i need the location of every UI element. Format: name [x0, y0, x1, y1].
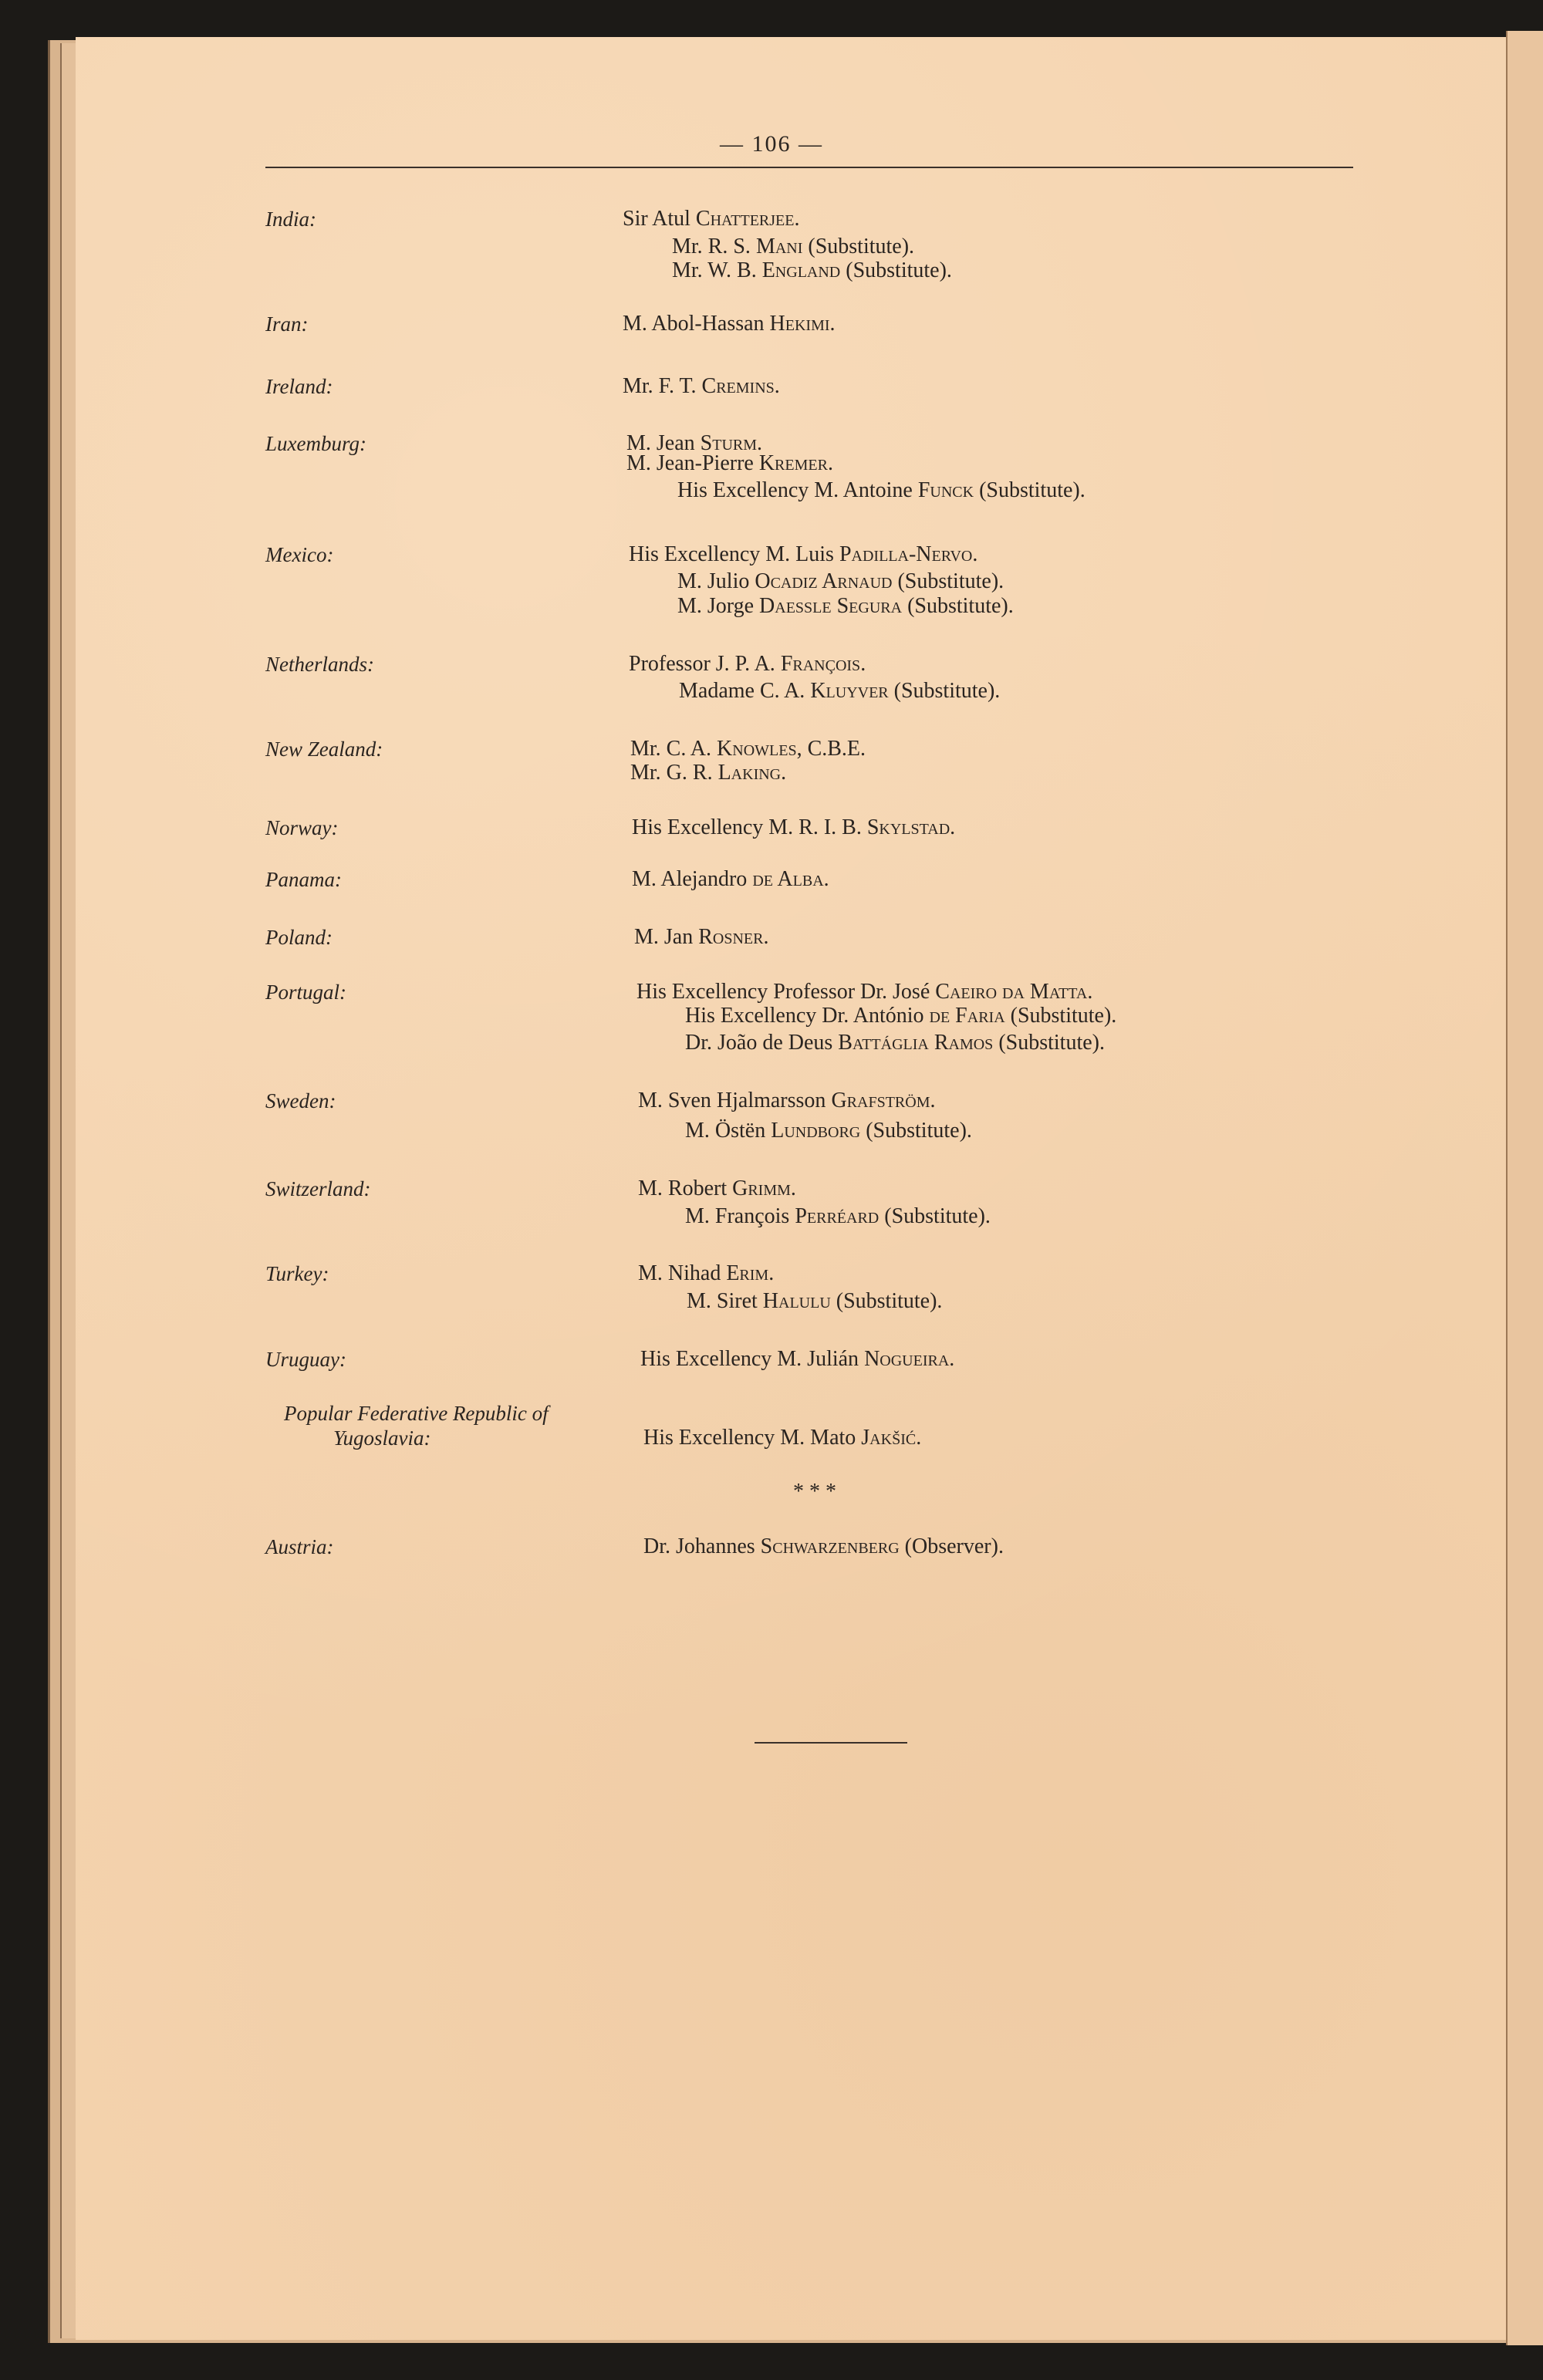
delegate-suffix: (Substitute).: [892, 569, 1004, 593]
delegate-title-given: Mr. F. T.: [623, 374, 702, 398]
delegate-suffix: (Substitute).: [1004, 1004, 1117, 1028]
delegate-surname: Hekimi: [769, 312, 830, 336]
country-label: Luxemburg:: [265, 432, 366, 455]
country-label: Turkey:: [265, 1262, 329, 1285]
delegate-suffix: .: [774, 374, 780, 398]
delegate-suffix: (Substitute).: [993, 1031, 1105, 1055]
country-label-continued: Yugoslavia:: [333, 1426, 431, 1450]
delegate-title-given: His Excellency M. Luis: [629, 542, 839, 566]
delegate-name: [629, 652, 866, 677]
delegate-title-given: Dr. João de Deus: [685, 1031, 839, 1055]
delegate-suffix: .: [1087, 980, 1093, 1004]
delegate-surname: Sturm: [700, 431, 758, 455]
delegate-title-given: M. Julio: [677, 569, 755, 593]
delegate-surname: Rosner: [698, 925, 764, 949]
delegate-suffix: (Substitute).: [974, 478, 1086, 502]
delegate-suffix: (Observer).: [899, 1534, 1004, 1558]
delegate-surname: Lundborg: [771, 1119, 861, 1143]
country-label: Iran:: [265, 312, 309, 336]
delegate-surname: Daessle Segura: [759, 594, 903, 618]
delegate-suffix: (Substitute).: [888, 679, 1001, 703]
delegate-surname: Cremins: [701, 374, 775, 398]
delegate-title-given: M. Abol-Hassan: [623, 312, 770, 336]
country-label: India:: [265, 208, 316, 231]
delegate-title-given: Mr. G. R.: [630, 761, 718, 785]
delegate-substitute: [685, 1004, 1116, 1028]
delegate-name: [643, 1426, 921, 1450]
delegate-substitute: [679, 679, 1000, 704]
country-label: Austria:: [265, 1535, 334, 1558]
delegate-suffix: .: [768, 1261, 775, 1285]
delegate-suffix: .: [827, 451, 833, 475]
delegate-surname: Grimm: [732, 1176, 791, 1200]
delegate-name: [638, 1176, 796, 1201]
country-label: Poland:: [265, 926, 333, 949]
country-label: Norway:: [265, 816, 339, 839]
delegate-suffix: .: [829, 312, 836, 336]
delegate-surname: Battáglia Ramos: [838, 1031, 994, 1055]
delegate-substitute: [677, 569, 1004, 594]
delegate-suffix: (Substitute).: [902, 594, 1014, 618]
delegate-suffix: .: [794, 207, 800, 231]
delegate-surname: de Faria: [929, 1004, 1005, 1028]
delegate-substitute: [677, 594, 1014, 619]
delegate-title-given: His Excellency M. R. I. B.: [632, 815, 867, 839]
delegate-surname: Perréard: [795, 1204, 880, 1228]
delegate-suffix: (Substitute).: [830, 1289, 943, 1313]
delegate-surname: Laking: [717, 761, 782, 785]
delegate-suffix: (Substitute).: [802, 235, 915, 258]
delegate-surname: England: [761, 258, 841, 282]
delegate-substitute: [630, 761, 786, 785]
delegate-title-given: M. Jean-Pierre: [626, 451, 759, 475]
delegate-title-given: His Excellency M. Julián: [640, 1347, 865, 1371]
delegate-surname: Erim: [726, 1261, 769, 1285]
delegate-title-given: M. Robert: [638, 1176, 733, 1200]
delegate-surname: Grafström: [831, 1089, 930, 1112]
delegate-title-given: His Excellency M. Mato: [643, 1426, 862, 1450]
separator-stars: * * *: [793, 1480, 836, 1504]
delegate-surname: de Alba: [752, 867, 824, 891]
delegate-substitute: [672, 258, 952, 283]
delegate-name: [638, 1089, 935, 1113]
delegate-title-given: Dr. Johannes: [643, 1534, 761, 1558]
delegate-surname: Funck: [917, 478, 974, 502]
delegate-surname: Schwarzenberg: [760, 1534, 900, 1558]
delegate-surname: Nogueira: [864, 1347, 950, 1371]
delegate-name: [638, 1261, 774, 1286]
delegate-name: [623, 374, 780, 399]
country-label: Switzerland:: [265, 1177, 371, 1200]
delegate-substitute: [687, 1289, 942, 1314]
delegate-surname: Knowles: [717, 737, 797, 761]
delegate-surname: Halulu: [762, 1289, 831, 1313]
delegate-substitute: [626, 451, 833, 476]
country-label: Uruguay:: [265, 1348, 346, 1371]
delegate-name: [623, 207, 799, 231]
country-label: Sweden:: [265, 1089, 336, 1112]
delegate-title-given: Mr. C. A.: [630, 737, 717, 761]
country-label: Mexico:: [265, 543, 334, 566]
delegate-title-given: M. Alejandro: [632, 867, 753, 891]
delegate-title-given: M. Jan: [634, 925, 699, 949]
delegate-title-given: His Excellency M. Antoine: [677, 478, 918, 502]
delegate-name: [643, 1534, 1004, 1559]
delegate-title-given: M. Siret: [687, 1289, 763, 1313]
delegate-name: [632, 867, 829, 892]
country-label: Netherlands:: [265, 653, 374, 676]
delegate-surname: Chatterjee: [695, 207, 795, 231]
delegate-surname: Caeiro da Matta: [935, 980, 1088, 1004]
delegate-surname: Skylstad: [866, 815, 950, 839]
delegate-title-given: M. Jean: [626, 431, 701, 455]
delegate-substitute: [677, 478, 1086, 503]
delegate-title-given: Mr. R. S.: [672, 235, 756, 258]
delegate-suffix: .: [757, 431, 763, 455]
end-rule: [755, 1742, 907, 1744]
delegate-title-given: M. Sven Hjalmarsson: [638, 1089, 832, 1112]
delegate-substitute: [685, 1204, 991, 1229]
header-rule: [265, 167, 1353, 168]
delegate-suffix: .: [781, 761, 787, 785]
delegate-title-given: M. Östën: [685, 1119, 772, 1143]
delegate-suffix: .: [860, 652, 866, 676]
delegate-title-given: M. François: [685, 1204, 795, 1228]
delegate-surname: François: [780, 652, 861, 676]
country-label: Portugal:: [265, 981, 346, 1004]
delegate-title-given: Professor J. P. A.: [629, 652, 781, 676]
delegate-name: [623, 312, 836, 336]
delegate-title-given: Madame C. A.: [679, 679, 811, 703]
facing-page-edge: [1506, 31, 1543, 2345]
country-label: Panama:: [265, 868, 342, 891]
delegate-title-given: His Excellency Professor Dr. José: [636, 980, 936, 1004]
delegate-title-given: Sir Atul: [623, 207, 696, 231]
delegate-surname: Mani: [755, 235, 803, 258]
delegate-name: [632, 815, 955, 840]
delegate-surname: Kremer: [758, 451, 828, 475]
delegate-title-given: M. Jorge: [677, 594, 760, 618]
delegate-suffix: (Substitute).: [860, 1119, 972, 1143]
delegate-name: [636, 980, 1092, 1004]
delegate-title-given: Mr. W. B.: [672, 258, 762, 282]
country-label: New Zealand:: [265, 738, 383, 761]
delegate-substitute: [685, 1031, 1105, 1055]
delegate-suffix: .: [930, 1089, 936, 1112]
delegate-substitute: [685, 1119, 972, 1143]
delegate-substitute: [672, 235, 914, 259]
delegate-suffix: (Substitute).: [879, 1204, 991, 1228]
delegate-surname: Padilla-Nervo: [839, 542, 973, 566]
delegate-suffix: .: [790, 1176, 796, 1200]
delegate-suffix: .: [916, 1426, 922, 1450]
delegate-suffix: .: [950, 815, 956, 839]
delegate-surname: Ocadiz Arnaud: [755, 569, 893, 593]
country-label: Ireland:: [265, 375, 333, 398]
delegate-surname: Jakšić: [861, 1426, 917, 1450]
page-number: — 106 —: [720, 131, 823, 157]
delegate-suffix: .: [949, 1347, 955, 1371]
delegate-suffix: .: [972, 542, 978, 566]
delegate-surname: Kluyver: [810, 679, 889, 703]
delegate-suffix: (Substitute).: [840, 258, 952, 282]
delegate-name: [634, 925, 768, 950]
delegate-title-given: His Excellency Dr. António: [685, 1004, 930, 1028]
delegate-title-given: M. Nihad: [638, 1261, 727, 1285]
delegate-suffix: .: [763, 925, 769, 949]
delegate-name: [640, 1347, 954, 1372]
delegate-suffix: .: [823, 867, 829, 891]
delegate-name: [630, 737, 866, 761]
delegate-suffix: , C.B.E.: [796, 737, 866, 761]
country-label: Popular Federative Republic of: [284, 1402, 549, 1425]
delegate-name: [629, 542, 977, 567]
